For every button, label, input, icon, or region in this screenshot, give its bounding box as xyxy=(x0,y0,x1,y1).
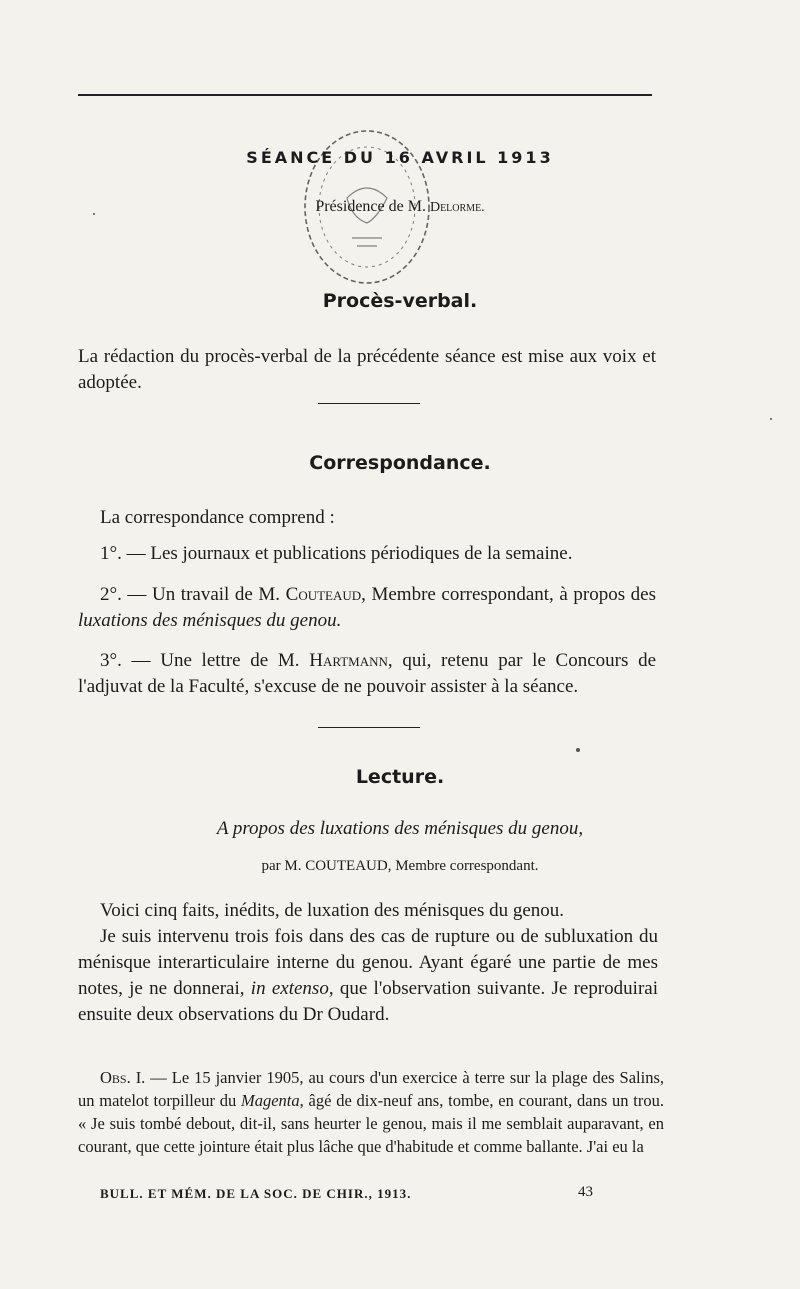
item2-italic: luxations des ménisques du genou. xyxy=(78,610,342,631)
item3-name: Hartmann xyxy=(309,650,388,671)
obs-text-b: , âgé de dix-neuf ans, tombe, en courant, dans un trou. « Je suis tombé debout, dit-il, sans heurter le genou, mais il me semblait auparavant, en courant, que cette jointure était plus lâche que d'habitude et comme ballante. J'ai eu la xyxy=(78,1091,664,1156)
speck xyxy=(93,213,95,215)
correspondance-item-3 xyxy=(78,648,656,700)
lecture-paragraph-2 xyxy=(78,924,658,1028)
obs-text-a: — Le 15 janvier 1905, au cours d'un exercice à terre sur la plage des Salins, un matelot torpilleur du xyxy=(78,1068,664,1110)
item2-text-a: 2°. — Un travail de M. xyxy=(100,584,286,605)
lecture-paragraph-1: Voici cinq faits, inédits, de luxation des ménisques du genou. xyxy=(100,900,565,921)
obs-italic: Magenta xyxy=(240,1091,300,1110)
item3-text-a: 3°. — Une lettre de M. xyxy=(100,650,310,671)
proces-verbal-text: La rédaction du procès-verbal de la précédente séance est mise aux voix et adoptée. xyxy=(78,346,656,393)
president-name: Delorme. xyxy=(429,200,485,215)
obs-label: Obs. I. xyxy=(100,1068,146,1087)
speck xyxy=(770,418,772,420)
seance-title: SÉANCE DU 16 AVRIL 1913 xyxy=(246,148,554,167)
page-number: 43 xyxy=(578,1184,593,1200)
lecture-title: A propos des luxations des ménisques du genou, xyxy=(216,818,584,839)
correspondance-item-2 xyxy=(78,582,656,634)
correspondance-intro: La correspondance comprend : xyxy=(100,507,335,528)
lecture-heading: Lecture. xyxy=(355,766,445,788)
proces-verbal-heading: Procès-verbal. xyxy=(322,290,478,312)
item2-text-b: , Membre correspondant, à propos des xyxy=(361,584,656,605)
item2-name: Couteaud xyxy=(285,584,362,605)
correspondance-item-1: 1°. — Les journaux et publications périodiques de la semaine. xyxy=(100,543,573,564)
p2-text-a: Je suis intervenu trois fois dans des cas de rupture ou de subluxation du ménisque interarticulaire interne du genou. Ayant égaré une partie de mes notes, je ne donnerai, xyxy=(78,926,658,999)
lecture-author: par M. COUTEAUD, Membre correspondant. xyxy=(261,858,539,874)
presidence-line xyxy=(0,198,800,216)
top-rule xyxy=(78,94,652,96)
item3-text-b: , qui, retenu par le Concours de l'adjuvat de la Faculté, s'excuse de ne pouvoir assister à la séance. xyxy=(78,650,657,697)
speck xyxy=(576,748,580,752)
journal-footer: BULL. ET MÉM. DE LA SOC. DE CHIR., 1913. xyxy=(100,1186,412,1201)
p2-text-b: , que l'observation suivante. Je reproduirai ensuite deux observations du Dr Oudard. xyxy=(78,978,658,1025)
section-rule xyxy=(318,403,420,404)
section-rule xyxy=(318,727,420,728)
correspondance-heading: Correspondance. xyxy=(309,452,491,474)
observation-1 xyxy=(78,1066,664,1158)
presidence-prefix: Présidence de M. xyxy=(315,198,430,215)
p2-italic: in extenso xyxy=(250,978,329,999)
